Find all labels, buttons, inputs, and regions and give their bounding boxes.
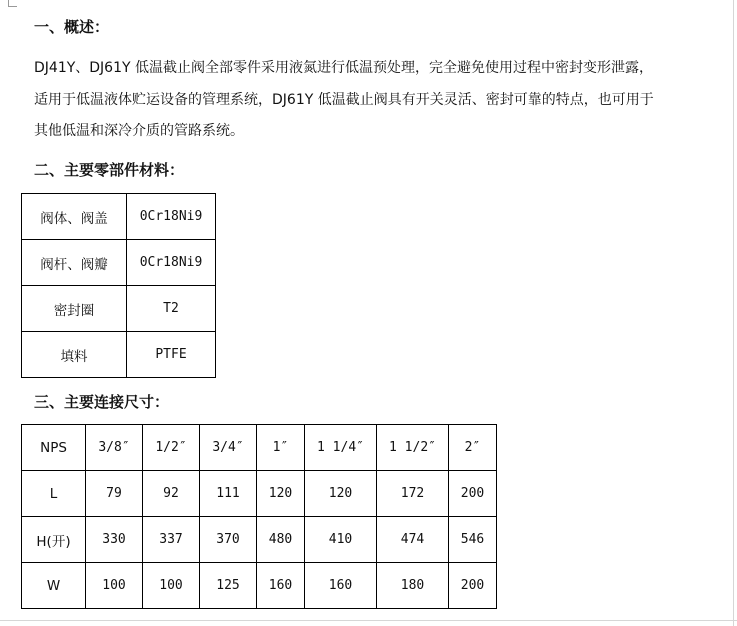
- section2-heading: 二、主要零部件材料：: [34, 161, 185, 179]
- table-row: [22, 286, 216, 332]
- page-corner-mark: [8, 0, 17, 7]
- dimension-value-cell: 120: [257, 471, 305, 517]
- dimension-value-cell: 474: [377, 517, 449, 563]
- materials-material-cell: PTFE: [127, 332, 216, 378]
- materials-material-cell: 0Cr18Ni9: [127, 194, 216, 240]
- dimension-value-cell: 125: [200, 563, 257, 609]
- page-edge-bottom: [0, 620, 737, 621]
- dimension-value-cell: 160: [257, 563, 305, 609]
- section1-line-2: 适用于低温液体贮运设备的管理系统，DJ61Y 低温截止阀具有开关灵活、密封可靠的特点，也可用于: [34, 92, 654, 108]
- materials-part-cell: 阀体、阀盖: [22, 194, 127, 240]
- materials-table: [21, 193, 216, 378]
- dimension-value-cell: 100: [86, 563, 143, 609]
- dimension-label-cell: H(开): [22, 517, 86, 563]
- dimension-value-cell: 1″: [257, 425, 305, 471]
- dimension-label-cell: L: [22, 471, 86, 517]
- dimension-value-cell: 111: [200, 471, 257, 517]
- dimension-value-cell: 546: [449, 517, 497, 563]
- dimension-value-cell: 160: [305, 563, 377, 609]
- dimension-value-cell: 180: [377, 563, 449, 609]
- dimension-value-cell: 2″: [449, 425, 497, 471]
- dimension-value-cell: 3/8″: [86, 425, 143, 471]
- materials-part-cell: 阀杆、阀瓣: [22, 240, 127, 286]
- table-row: [22, 332, 216, 378]
- table-row: [22, 240, 216, 286]
- materials-material-cell: 0Cr18Ni9: [127, 240, 216, 286]
- table-row: [22, 517, 497, 563]
- section1-heading: 一、概述：: [34, 18, 110, 36]
- dimension-value-cell: 120: [305, 471, 377, 517]
- dimension-value-cell: 337: [143, 517, 200, 563]
- dimension-value-cell: 1 1/2″: [377, 425, 449, 471]
- dimension-value-cell: 1 1/4″: [305, 425, 377, 471]
- dimension-value-cell: 3/4″: [200, 425, 257, 471]
- dimension-value-cell: 330: [86, 517, 143, 563]
- table-row: [22, 425, 497, 471]
- section1-line-3: 其他低温和深冷介质的管路系统。: [34, 123, 244, 139]
- dimension-value-cell: 172: [377, 471, 449, 517]
- dimension-value-cell: 410: [305, 517, 377, 563]
- table-row: [22, 471, 497, 517]
- page-edge-right: [733, 0, 734, 626]
- dimension-value-cell: 79: [86, 471, 143, 517]
- table-row: [22, 194, 216, 240]
- dimension-value-cell: 92: [143, 471, 200, 517]
- section3-heading: 三、主要连接尺寸：: [34, 393, 170, 411]
- dimensions-table: [21, 424, 497, 609]
- section1-line-1: DJ41Y、DJ61Y 低温截止阀全部零件采用液氮进行低温预处理，完全避免使用过程中密封变形泄露，: [34, 60, 653, 76]
- materials-part-cell: 填料: [22, 332, 127, 378]
- materials-material-cell: T2: [127, 286, 216, 332]
- dimension-label-cell: NPS: [22, 425, 86, 471]
- dimension-value-cell: 200: [449, 563, 497, 609]
- dimension-value-cell: 1/2″: [143, 425, 200, 471]
- dimension-label-cell: W: [22, 563, 86, 609]
- materials-part-cell: 密封圈: [22, 286, 127, 332]
- dimension-value-cell: 370: [200, 517, 257, 563]
- dimension-value-cell: 200: [449, 471, 497, 517]
- dimension-value-cell: 480: [257, 517, 305, 563]
- table-row: [22, 563, 497, 609]
- dimension-value-cell: 100: [143, 563, 200, 609]
